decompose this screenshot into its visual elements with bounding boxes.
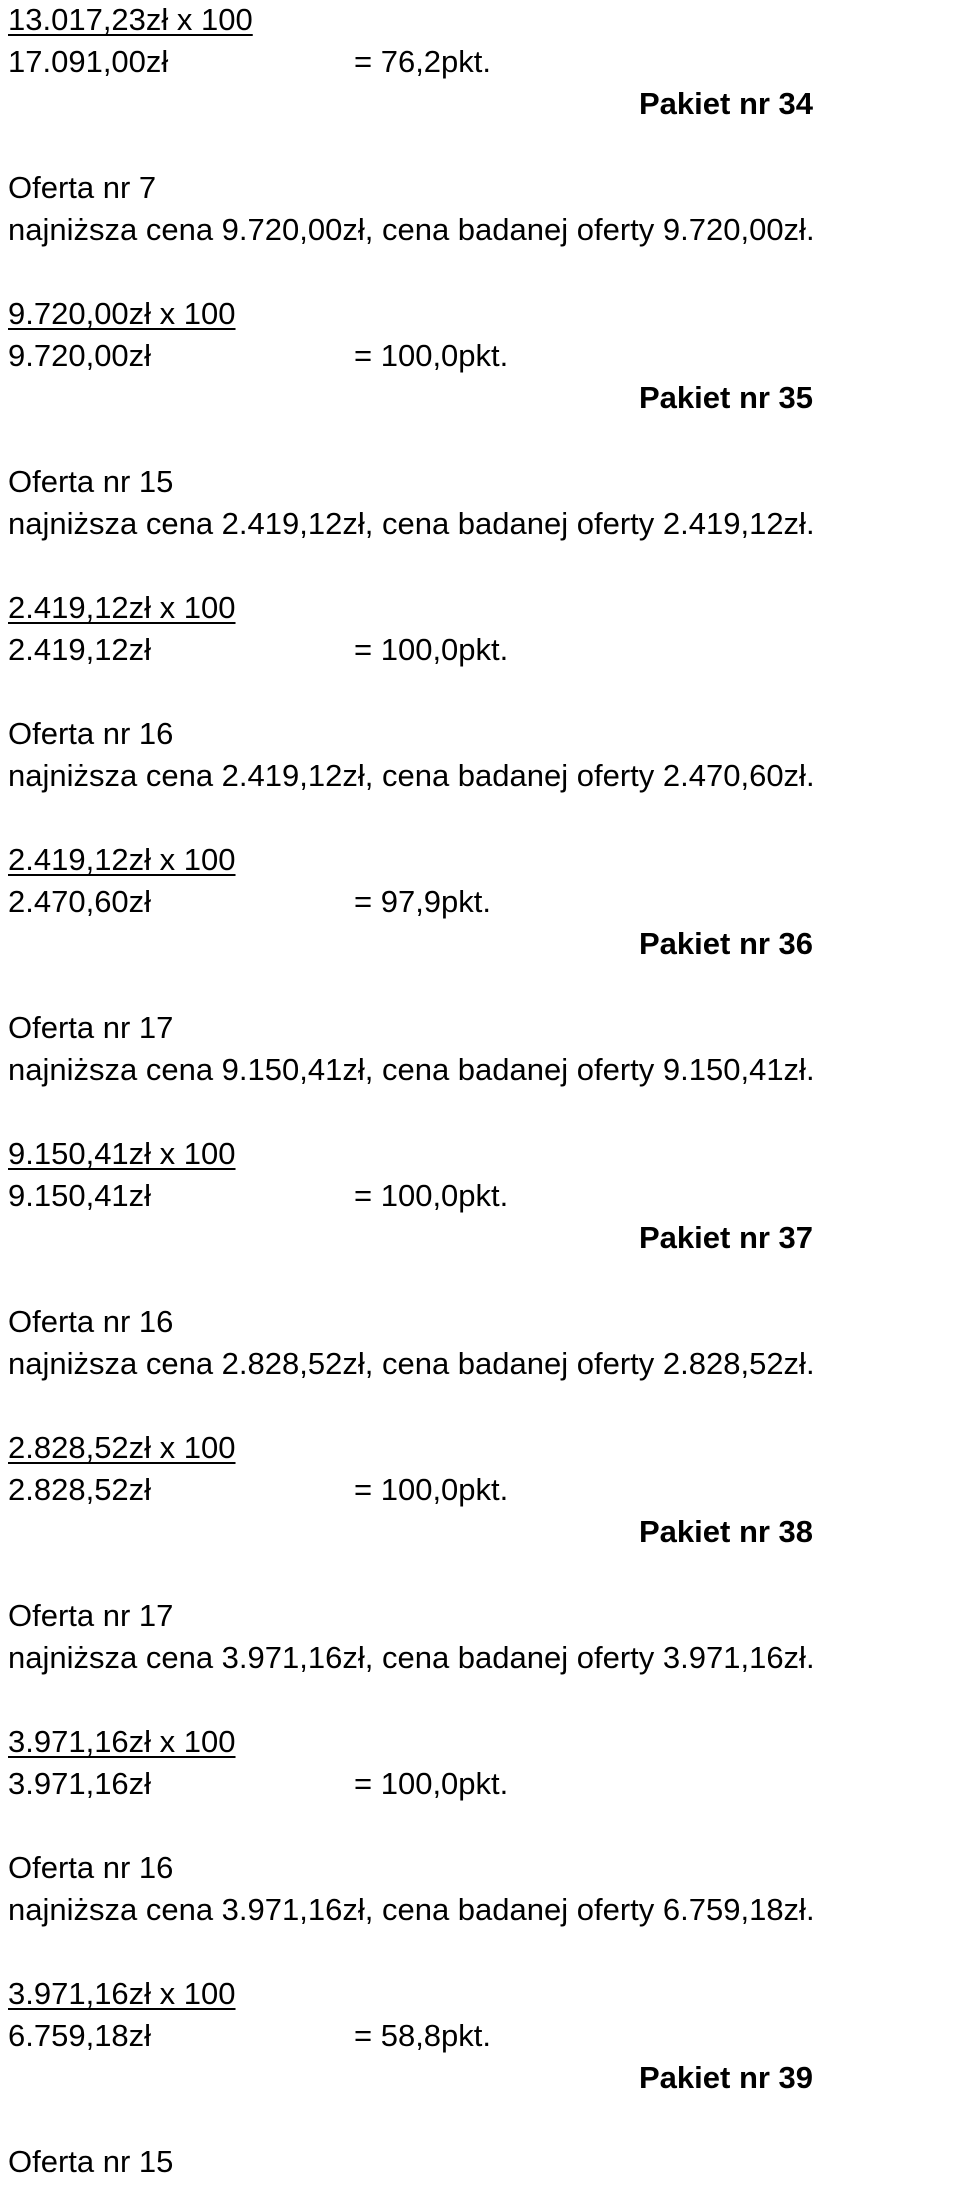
price-comparison-text: najniższa cena 9.150,41zł, cena badanej oferty 9.150,41zł.	[8, 1052, 815, 1087]
fraction-numerator	[8, 1430, 236, 1466]
fraction-numerator	[8, 2, 253, 38]
pakiet-heading: Pakiet nr 39	[639, 2060, 814, 2095]
fraction-numerator-text: 9.150,41zł x 100	[8, 1136, 236, 1171]
fraction-numerator	[8, 296, 236, 332]
fraction-denominator: 9.720,00zł	[8, 338, 152, 373]
oferta-label: Oferta nr 17	[8, 1010, 174, 1045]
fraction-numerator	[8, 1976, 236, 2012]
price-comparison-text: najniższa cena 2.828,52zł, cena badanej oferty 2.828,52zł.	[8, 1346, 815, 1381]
score-result: = 100,0pkt.	[354, 632, 509, 667]
fraction-denominator: 2.419,12zł	[8, 632, 152, 667]
pakiet-heading: Pakiet nr 38	[639, 1514, 814, 1549]
score-result: = 76,2pkt.	[354, 44, 492, 79]
oferta-label: Oferta nr 15	[8, 2144, 174, 2179]
fraction-denominator: 17.091,00zł	[8, 44, 169, 79]
fraction-denominator-row	[8, 1472, 960, 1508]
fraction-denominator-row	[8, 884, 960, 920]
score-result: = 97,9pkt.	[354, 884, 492, 919]
oferta-label: Oferta nr 15	[8, 464, 174, 499]
fraction-denominator-row	[8, 338, 960, 374]
price-comparison-text: najniższa cena 2.419,12zł, cena badanej oferty 2.470,60zł.	[8, 758, 815, 793]
fraction-numerator-text: 2.828,52zł x 100	[8, 1430, 236, 1465]
fraction-numerator-text: 2.419,12zł x 100	[8, 842, 236, 877]
pakiet-heading: Pakiet nr 35	[639, 380, 814, 415]
oferta-label: Oferta nr 7	[8, 170, 157, 205]
price-comparison-text: najniższa cena 3.971,16zł, cena badanej oferty 3.971,16zł.	[8, 1640, 815, 1675]
fraction-numerator-text: 2.419,12zł x 100	[8, 590, 236, 625]
fraction-denominator-row	[8, 632, 960, 668]
score-result: = 100,0pkt.	[354, 1766, 509, 1801]
fraction-denominator: 6.759,18zł	[8, 2018, 152, 2053]
price-comparison-text: najniższa cena 2.419,12zł, cena badanej oferty 2.419,12zł.	[8, 506, 815, 541]
score-result: = 58,8pkt.	[354, 2018, 492, 2053]
fraction-numerator	[8, 1136, 236, 1172]
fraction-denominator-row	[8, 2018, 960, 2054]
price-comparison-text: najniższa cena 9.720,00zł, cena badanej oferty 9.720,00zł.	[8, 212, 815, 247]
fraction-denominator: 3.971,16zł	[8, 1766, 152, 1801]
fraction-numerator	[8, 1724, 236, 1760]
oferta-label: Oferta nr 16	[8, 1304, 174, 1339]
fraction-denominator-row	[8, 1178, 960, 1214]
fraction-denominator-row	[8, 44, 960, 80]
score-result: = 100,0pkt.	[354, 1178, 509, 1213]
fraction-numerator-text: 3.971,16zł x 100	[8, 1976, 236, 2011]
fraction-numerator-text: 3.971,16zł x 100	[8, 1724, 236, 1759]
fraction-denominator-row	[8, 1766, 960, 1802]
price-comparison-text: najniższa cena 3.971,16zł, cena badanej oferty 6.759,18zł.	[8, 1892, 815, 1927]
score-result: = 100,0pkt.	[354, 1472, 509, 1507]
oferta-label: Oferta nr 16	[8, 716, 174, 751]
pakiet-heading: Pakiet nr 34	[639, 86, 814, 121]
fraction-denominator: 2.828,52zł	[8, 1472, 152, 1507]
pakiet-heading: Pakiet nr 37	[639, 1220, 814, 1255]
fraction-denominator: 9.150,41zł	[8, 1178, 152, 1213]
score-result: = 100,0pkt.	[354, 338, 509, 373]
oferta-label: Oferta nr 17	[8, 1598, 174, 1633]
fraction-numerator-text: 13.017,23zł x 100	[8, 2, 253, 37]
oferta-label: Oferta nr 16	[8, 1850, 174, 1885]
fraction-numerator-text: 9.720,00zł x 100	[8, 296, 236, 331]
fraction-denominator: 2.470,60zł	[8, 884, 152, 919]
pakiet-heading: Pakiet nr 36	[639, 926, 814, 961]
fraction-numerator	[8, 842, 236, 878]
fraction-numerator	[8, 590, 236, 626]
